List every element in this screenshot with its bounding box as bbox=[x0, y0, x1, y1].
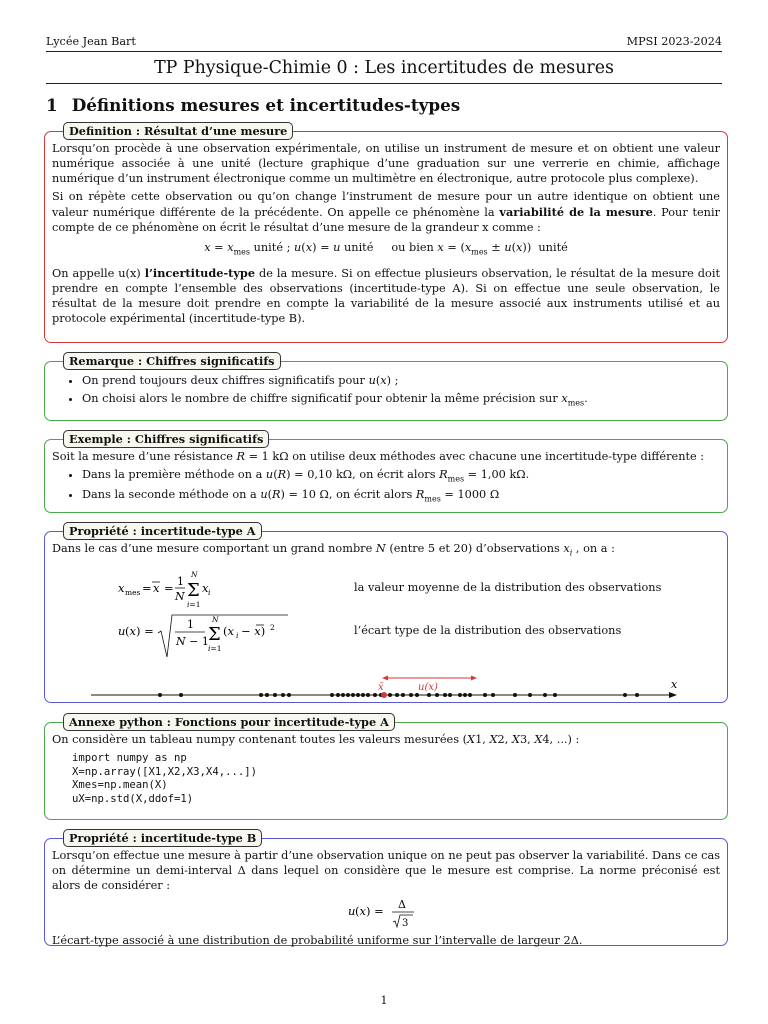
observation-dot bbox=[427, 693, 431, 697]
axis-label: x bbox=[671, 678, 678, 691]
svg-text:x: x bbox=[202, 580, 209, 595]
observation-dot bbox=[259, 693, 263, 697]
observation-dot bbox=[351, 693, 355, 697]
observation-dot bbox=[528, 693, 532, 697]
observation-dot bbox=[346, 693, 350, 697]
svg-text:x: x bbox=[118, 580, 125, 595]
code-line: X=np.array([X1,X2,X3,X4,...]) bbox=[72, 765, 257, 778]
observation-dot bbox=[336, 693, 340, 697]
observation-dot bbox=[330, 693, 334, 697]
observation-dot bbox=[483, 693, 487, 697]
svg-text:(x) =: (x) = bbox=[125, 623, 154, 638]
observation-dot bbox=[395, 693, 399, 697]
property-b-equation bbox=[52, 895, 720, 934]
observation-dot bbox=[463, 693, 467, 697]
remark-box bbox=[44, 354, 728, 421]
svg-text:N − 1: N − 1 bbox=[176, 634, 209, 648]
code-line: import numpy as np bbox=[72, 751, 187, 764]
header-school: Lycée Jean Bart bbox=[46, 35, 136, 48]
mean-formula bbox=[118, 565, 318, 611]
python-box bbox=[44, 715, 728, 820]
header-class: MPSI 2023-2024 bbox=[626, 35, 722, 48]
svg-text:(x) =: (x) = bbox=[355, 903, 384, 918]
svg-text:=: = bbox=[142, 580, 152, 595]
list-item: • Dans la première méthode on a u(R) = 0,10 kΩ, on écrit alors $R_{mes} = 1,00$ kΩ. bbox=[82, 468, 720, 485]
svg-text:i=1: i=1 bbox=[187, 599, 201, 609]
page-title: TP Physique-Chimie 0 : Les incertitudes de mesures bbox=[154, 58, 614, 78]
u-label: u(x) bbox=[418, 682, 438, 693]
definition-box bbox=[44, 124, 728, 343]
svg-text:(x: (x bbox=[223, 623, 234, 638]
svg-text:N: N bbox=[191, 569, 198, 579]
property-b-p1: Lorsqu’on effectue une mesure à partir d’une observation unique on ne peut pas observer la variabilité. Dans ce cas on détermine un demi-interval Δ dans lequel on considère que le mesure est comprise. La norme préconisé est alors de considérer : bbox=[52, 849, 720, 892]
remark-list bbox=[52, 374, 720, 409]
observation-dot bbox=[543, 693, 547, 697]
list-item: • Dans la seconde méthode on a u(R) = 10 Ω, on écrit alors $R_{mes} = 1000$ Ω bbox=[82, 488, 720, 505]
svg-text:1: 1 bbox=[187, 617, 194, 631]
observation-dot bbox=[158, 693, 162, 697]
mean-label: x̄ bbox=[378, 682, 384, 693]
observation-dot bbox=[366, 693, 370, 697]
mean-description: la valeur moyenne de la distribution des observations bbox=[354, 580, 662, 594]
observation-dot bbox=[361, 693, 365, 697]
definition-tag: Definition : Résultat d’une mesure bbox=[63, 122, 293, 140]
svg-text:u: u bbox=[348, 903, 356, 918]
header-rule bbox=[46, 51, 722, 52]
observation-dot bbox=[448, 693, 452, 697]
python-intro: On considère un tableau numpy contenant toutes les valeurs mesurées (X1, X2, X3, X4, ...) : bbox=[52, 733, 580, 746]
example-list bbox=[52, 468, 720, 505]
property-b-p2: L’écart-type associé à une distribution de probabilité uniforme sur l’intervalle de largeur 2Δ. bbox=[52, 933, 583, 947]
std-formula bbox=[118, 611, 338, 663]
observation-dot bbox=[341, 693, 345, 697]
observation-dot bbox=[356, 693, 360, 697]
definition-p1: Lorsqu’on procède à une observation expérimentale, on utilise un instrument de mesure et on obtient une valeur numérique associée à une unité (lecture graphique d’une graduation sur une verrerie en chimie, affichage numérique d’un instrument électronique comme un multimètre en électronique, autre protocole plus complexe). bbox=[52, 142, 720, 185]
observation-dot bbox=[409, 693, 413, 697]
svg-text:Σ: Σ bbox=[187, 579, 200, 601]
observation-dot-plot bbox=[45, 668, 729, 708]
svg-text:3: 3 bbox=[402, 917, 409, 929]
page-number: 1 bbox=[380, 994, 388, 1007]
svg-text:2: 2 bbox=[270, 622, 275, 632]
list-item: • On choisi alors le nombre de chiffre significatif pour obtenir la même précision sur $x_{mes}$. bbox=[82, 392, 720, 409]
svg-text:u: u bbox=[118, 623, 126, 638]
list-item: • On prend toujours deux chiffres significatifs pour u(x) ; bbox=[82, 374, 720, 389]
section-title: Définitions mesures et incertitudes-types bbox=[71, 95, 461, 115]
observation-dot bbox=[468, 693, 472, 697]
svg-text:mes: mes bbox=[125, 587, 141, 597]
python-code bbox=[72, 752, 720, 807]
svg-text:Δ: Δ bbox=[398, 897, 406, 911]
std-formula-row bbox=[52, 611, 720, 661]
definition-p2: Si on répète cette observation ou qu’on change l’instrument de mesure pour un autre identique on obtient une valeur numérique différente de la précédente. On appelle ce phénomène la variabilité de la mesure. Pour tenir compte de ce phénomène on écrit le résultat d’une mesure de la grandeur x comme : bbox=[52, 189, 720, 234]
property-a-tag: Propriété : incertitude-type A bbox=[63, 522, 262, 540]
observation-dot bbox=[401, 693, 405, 697]
observation-dot bbox=[623, 693, 627, 697]
section-number: 1 bbox=[46, 95, 58, 115]
remark-tag: Remarque : Chiffres significatifs bbox=[63, 352, 281, 370]
observation-dot bbox=[635, 693, 639, 697]
property-b-tag: Propriété : incertitude-type B bbox=[63, 829, 262, 847]
observation-dot bbox=[287, 693, 291, 697]
page-header bbox=[46, 35, 722, 50]
svg-text:i=1: i=1 bbox=[208, 643, 222, 653]
observation-dot bbox=[265, 693, 269, 697]
observation-dot bbox=[388, 693, 392, 697]
observation-dot bbox=[458, 693, 462, 697]
property-b-box bbox=[44, 831, 728, 947]
svg-text:Σ: Σ bbox=[208, 623, 221, 645]
svg-text:i: i bbox=[208, 587, 211, 597]
code-line: Xmes=np.mean(X) bbox=[72, 779, 168, 792]
observation-dot bbox=[179, 693, 183, 697]
python-tag: Annexe python : Fonctions pour incertitude-type A bbox=[63, 713, 395, 731]
svg-text:1: 1 bbox=[177, 574, 184, 588]
observation-dot bbox=[373, 693, 377, 697]
title-rule bbox=[46, 83, 722, 84]
observation-dot bbox=[435, 693, 439, 697]
definition-equation: $x = x_{mes}$ unité ; u(x) = u unité ou bien $x = (x_{mes} \pm u(x))$ unité bbox=[204, 241, 568, 257]
section-heading bbox=[46, 94, 460, 116]
definition-p3: On appelle u(x) l’incertitude-type de la mesure. Si on effectue plusieurs observation, le résultat de la mesure doit prendre en compte l’ensemble des observations (incertitude-type A). Si on effectue une seule observation, le résultat de la mesure doit prendre en compte la variabilité de la mesure associé aux instruments utilisé et au protocole expérimental (incertitude-type B). bbox=[52, 266, 720, 325]
svg-text:N: N bbox=[175, 589, 185, 603]
code-line: uX=np.std(X,ddof=1) bbox=[72, 793, 194, 806]
observation-dot bbox=[491, 693, 495, 697]
observation-dot bbox=[273, 693, 277, 697]
example-tag: Exemple : Chiffres significatifs bbox=[63, 430, 269, 448]
mean-formula-row bbox=[52, 565, 720, 611]
std-description: l’écart type de la distribution des observations bbox=[354, 623, 622, 637]
observation-dot bbox=[553, 693, 557, 697]
observation-dot bbox=[415, 693, 419, 697]
example-intro: Soit la mesure d’une résistance R = 1 kΩ on utilise deux méthodes avec chacune une incertitude-type différente : bbox=[52, 450, 705, 463]
svg-text:x: x bbox=[153, 580, 160, 595]
property-a-box bbox=[44, 524, 728, 703]
svg-text:− x): − x) bbox=[241, 623, 266, 638]
svg-text:N: N bbox=[212, 614, 219, 624]
example-box bbox=[44, 432, 728, 513]
observation-dot bbox=[281, 693, 285, 697]
observation-dot bbox=[443, 693, 447, 697]
svg-text:i: i bbox=[236, 630, 239, 640]
property-a-intro: Dans le cas d’une mesure comportant un grand nombre N (entre 5 et 20) d’observations $x_i$ , on a : bbox=[52, 542, 615, 558]
mean-dot bbox=[381, 692, 387, 698]
svg-text:=: = bbox=[164, 580, 174, 595]
observation-dot bbox=[513, 693, 517, 697]
